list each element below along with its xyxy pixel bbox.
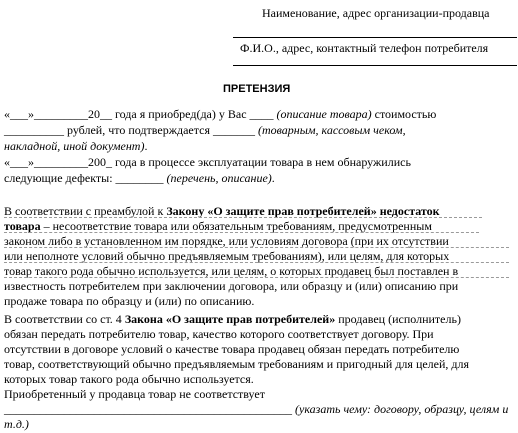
para1-link-underline-4 [4,262,509,263]
para1-line-5: товар такого рода обычно используется, или целям, о которых продавец был поставлен в [4,264,459,278]
para1-link-underline-1 [4,217,482,218]
org-fill-line [233,37,517,38]
para3-line-1: Приобретенный у продавца товар не соответствует [4,387,265,401]
consumer-fill-line [233,65,517,66]
para2-line-4: товар, соответствующий обычно предъявляемым требованиям и пригодный для целей, для [4,357,470,371]
para2-line-5: которых товар такого рода обычно используется. [4,372,254,386]
para1-line-4: или неполноте условий обычно предъявляемым требованиям), или целям, для которых [4,249,450,263]
defects-line-2: следующие дефекты: ________ (перечень, описание). [4,171,275,185]
para3-line-3: т.д.) [4,417,29,431]
document-title: ПРЕТЕНЗИЯ [223,83,291,95]
org-line-label: Наименование, адрес организации-продавца [262,6,490,20]
para1-link-underline-3 [4,247,509,248]
para1-line-2: товара – несоответствие товара или обязательным требованиям, предусмотренным [4,219,432,233]
para1-line-6: известность потребителем при заключении договора, или образцу и (или) описанию при [4,279,459,293]
para1-link-underline-2 [4,232,479,233]
para1-line-1: В соответствии с преамбулой к Закону «О защите прав потребителей» недостаток [4,204,440,218]
para3-line-2: ________________________________________________ (указать чему: договору, образцу, целям и [4,402,509,416]
para1-line-3: законом либо в установленном им порядке, или условиям договора (при их отсутствии [4,234,449,248]
purchase-line-3: накладной, иной документ). [4,139,148,153]
consumer-line-label: Ф.И.О., адрес, контактный телефон потребителя [240,41,489,55]
para1-line-7: продаже товара по образцу и (или) по описанию. [4,294,255,308]
para2-line-2: обязан передать потребителю товар, качество которого соответствует договору. При [4,327,434,341]
purchase-line-2: __________ рублей, что подтверждается _______ (товарным, кассовым чеком, [4,123,406,137]
purchase-line-1: «___»_________20__ года я приобред(да) у Вас ____ (описание товара) стоимостью [4,107,437,121]
para2-line-3: отсутствии в договоре условий о качестве товара продавец обязан передать потребителю [4,342,460,356]
defects-line-1: «___»_________200_ года в процессе эксплуатации товара в нем обнаружились [4,155,411,169]
para1-link-underline-5 [4,277,509,278]
para2-line-1: В соответствии со ст. 4 Закона «О защите прав потребителей» продавец (исполнитель) [4,312,461,326]
